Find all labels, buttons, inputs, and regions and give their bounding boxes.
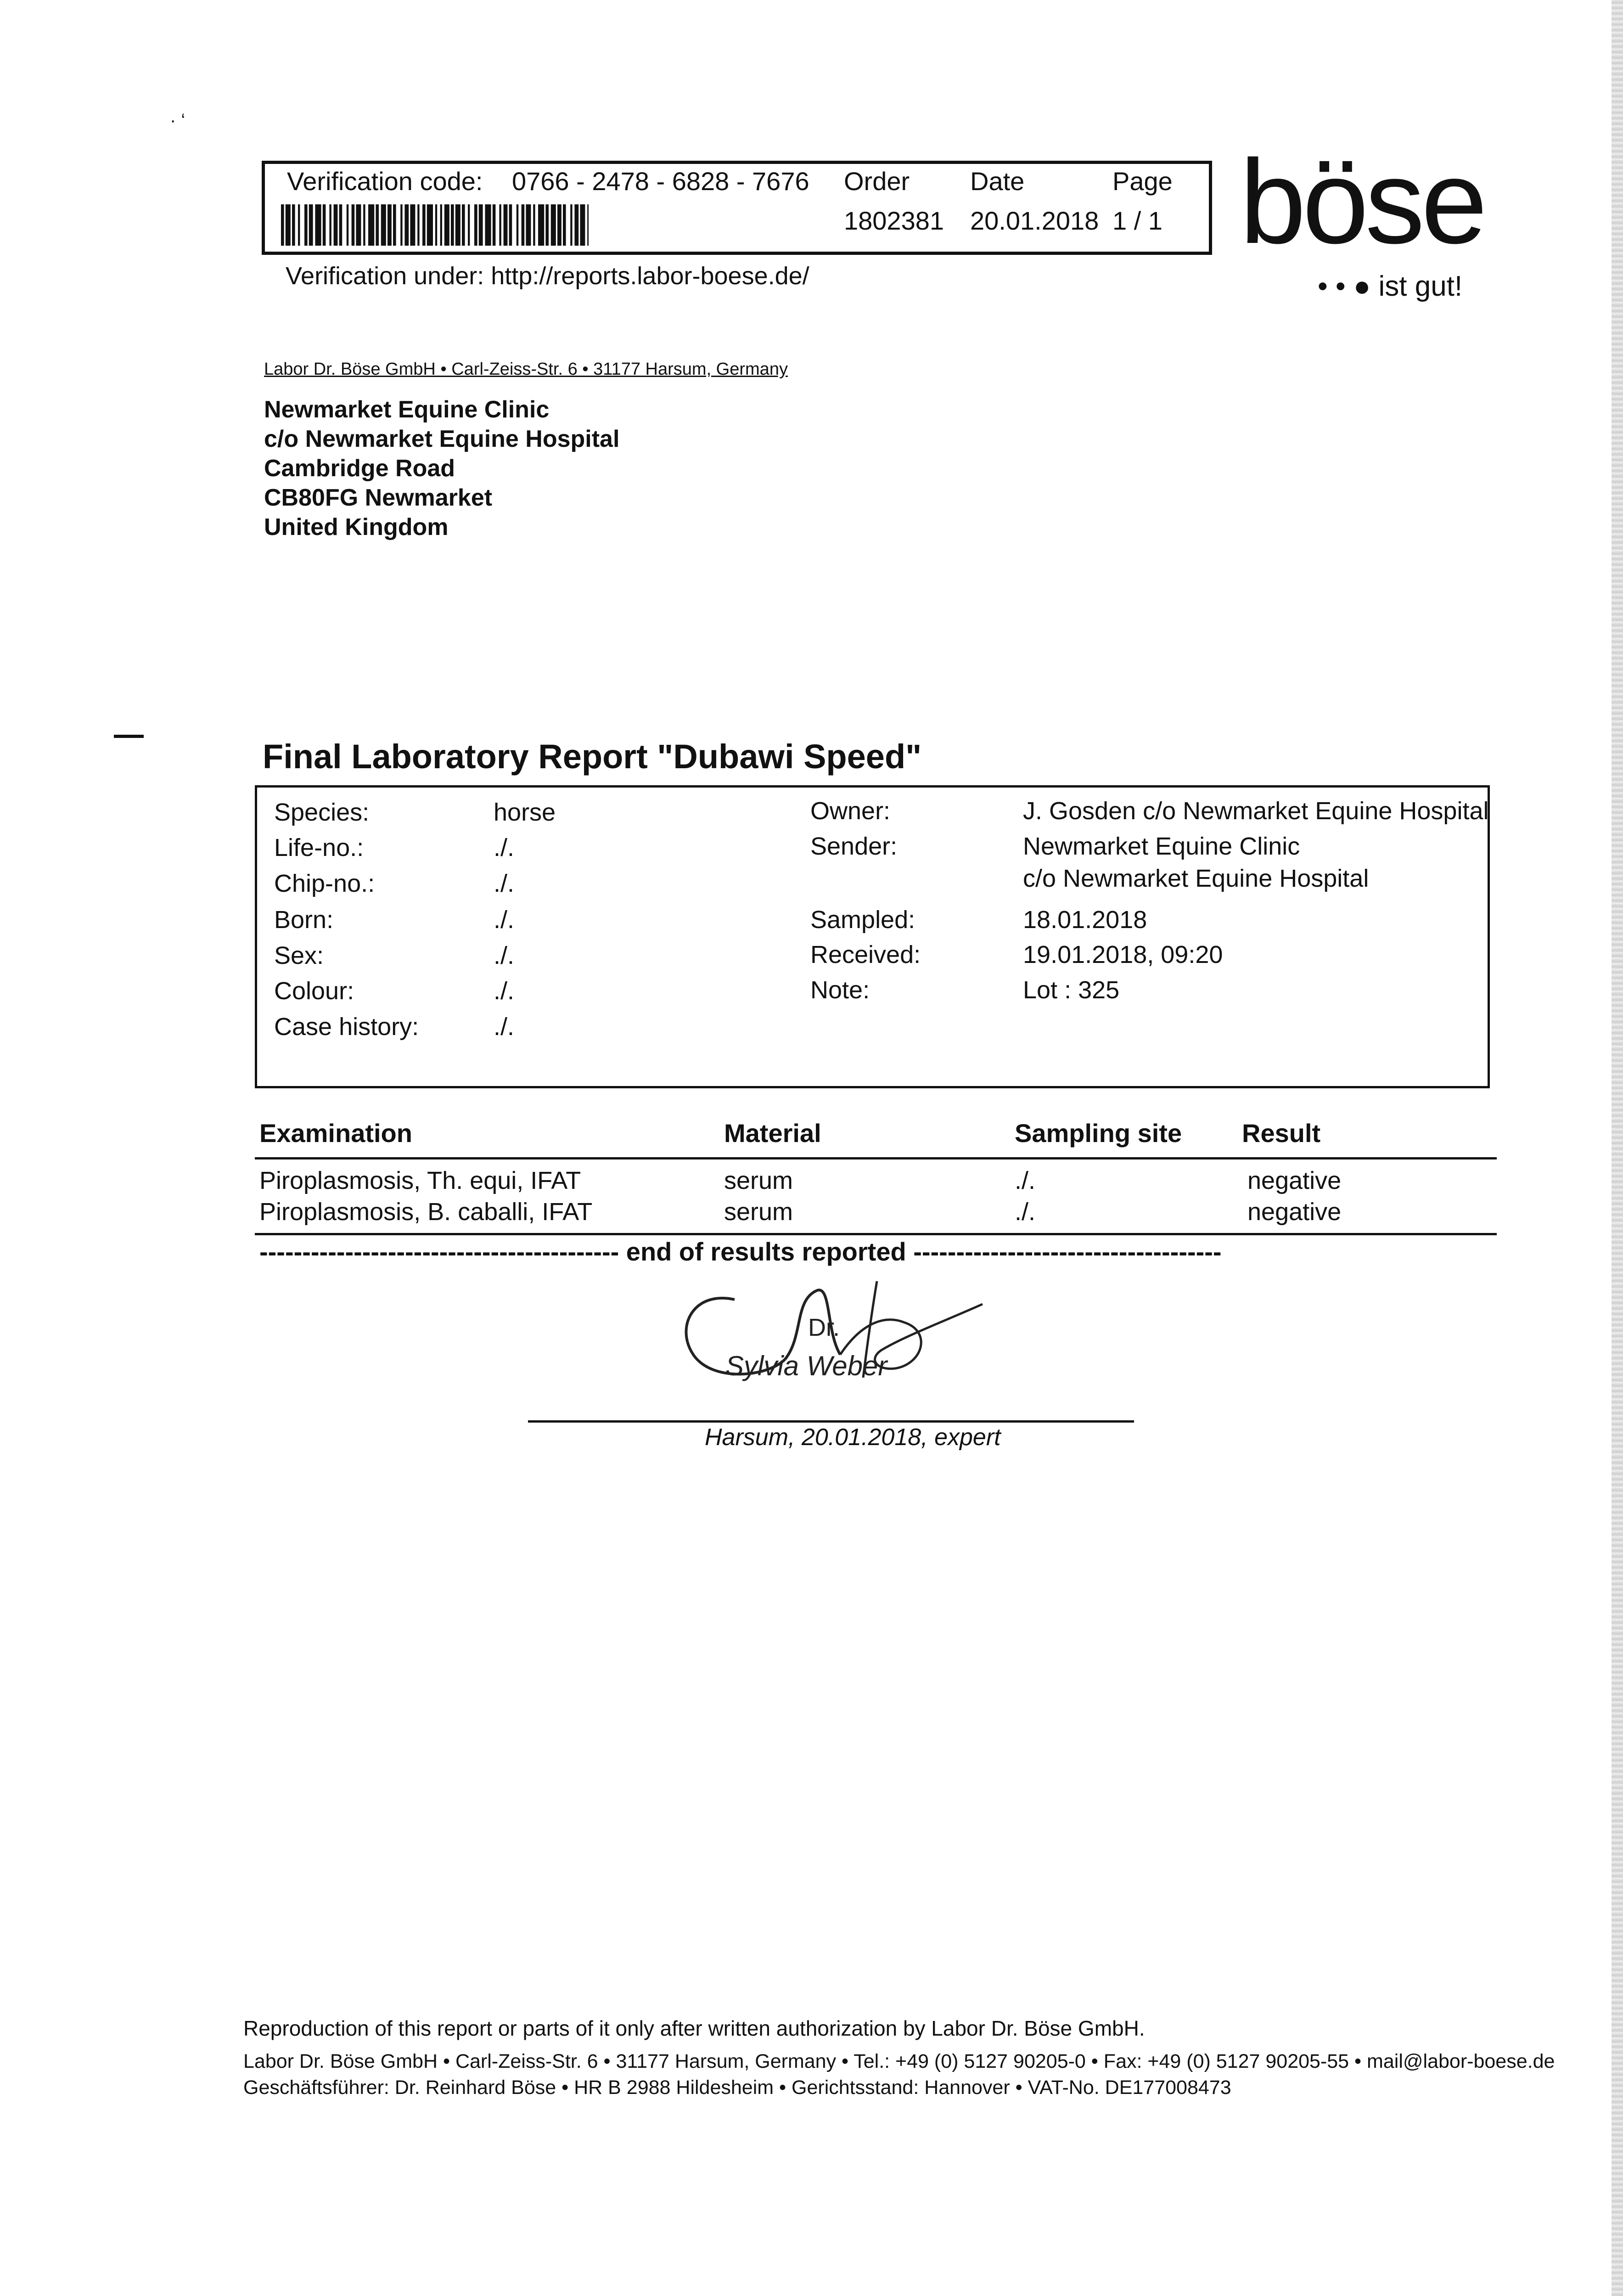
barcode bbox=[281, 204, 589, 246]
barcode-bar bbox=[563, 204, 566, 246]
recipient-line: c/o Newmarket Equine Hospital bbox=[264, 426, 620, 452]
recipient-line: CB80FG Newmarket bbox=[264, 484, 493, 511]
barcode-bar bbox=[334, 204, 338, 246]
barcode-bar bbox=[422, 204, 426, 246]
barcode-bar bbox=[444, 204, 449, 246]
barcode-bar bbox=[451, 204, 454, 246]
table-header-rule bbox=[255, 1157, 1497, 1159]
recipient-line: Newmarket Equine Clinic bbox=[264, 396, 550, 423]
page-label: Page bbox=[1112, 167, 1173, 196]
barcode-bar bbox=[352, 204, 355, 246]
col-header-examination: Examination bbox=[259, 1119, 412, 1148]
owner-value: J. Gosden c/o Newmarket Equine Hospital bbox=[1023, 797, 1489, 825]
received-label: Received: bbox=[810, 941, 921, 968]
barcode-bar bbox=[538, 204, 544, 246]
barcode-bar bbox=[570, 204, 572, 246]
barcode-bar bbox=[462, 204, 465, 246]
received-value: 19.01.2018, 09:20 bbox=[1023, 941, 1223, 968]
signer-title: Dr. bbox=[808, 1314, 840, 1341]
signer-name: Sylvia Weber bbox=[725, 1351, 887, 1381]
case-history-value: ./. bbox=[494, 1013, 515, 1041]
barcode-bar bbox=[504, 204, 508, 246]
barcode-bar bbox=[587, 204, 589, 246]
barcode-bar bbox=[309, 204, 313, 246]
barcode-bar bbox=[580, 204, 585, 246]
barcode-bar bbox=[509, 204, 512, 246]
sender-address-line: Labor Dr. Böse GmbH • Carl-Zeiss-Str. 6 • 31177 Harsum, Germany bbox=[264, 360, 788, 379]
patient-info-box bbox=[255, 785, 1490, 1088]
barcode-bar bbox=[315, 204, 321, 246]
species-value: horse bbox=[494, 799, 556, 826]
note-value: Lot : 325 bbox=[1023, 976, 1120, 1004]
barcode-bar bbox=[479, 204, 483, 246]
barcode-bar bbox=[347, 204, 348, 246]
chip-no-value: ./. bbox=[494, 870, 515, 897]
barcode-bar bbox=[517, 204, 518, 246]
barcode-bar bbox=[474, 204, 477, 246]
barcode-bar bbox=[417, 204, 419, 246]
scan-specks: · ‘ bbox=[170, 110, 185, 130]
recipient-line: United Kingdom bbox=[264, 514, 449, 540]
signature-caption: Harsum, 20.01.2018, expert bbox=[705, 1424, 1001, 1451]
barcode-bar bbox=[400, 204, 402, 246]
recipient-line: Cambridge Road bbox=[264, 455, 455, 482]
barcode-bar bbox=[485, 204, 491, 246]
born-label: Born: bbox=[274, 906, 334, 934]
sampled-value: 18.01.2018 bbox=[1023, 906, 1147, 934]
col-header-sampling-site: Sampling site bbox=[1015, 1119, 1182, 1148]
end-of-results: ------------------------------------------ end of results reported ------------------------------------ bbox=[259, 1237, 1222, 1266]
logo: böse bbox=[1240, 135, 1484, 269]
born-value: ./. bbox=[494, 906, 515, 934]
result-value: negative bbox=[1247, 1198, 1342, 1226]
barcode-bar bbox=[440, 204, 442, 246]
signature-line bbox=[528, 1420, 1134, 1423]
sender-value-line-2: c/o Newmarket Equine Hospital bbox=[1023, 865, 1369, 892]
sampled-label: Sampled: bbox=[810, 906, 915, 934]
barcode-bar bbox=[281, 204, 284, 246]
barcode-bar bbox=[455, 204, 461, 246]
barcode-bar bbox=[329, 204, 331, 246]
barcode-bar bbox=[368, 204, 374, 246]
barcode-bar bbox=[551, 204, 556, 246]
barcode-bar bbox=[323, 204, 326, 246]
barcode-bar bbox=[493, 204, 496, 246]
result-sampling-site: ./. bbox=[1015, 1198, 1036, 1226]
order-value: 1802381 bbox=[844, 206, 944, 235]
barcode-bar bbox=[387, 204, 392, 246]
date-label: Date bbox=[970, 167, 1025, 196]
barcode-bar bbox=[557, 204, 562, 246]
verification-code: 0766 - 2478 - 6828 - 7676 bbox=[512, 167, 809, 196]
date-value: 20.01.2018 bbox=[970, 206, 1099, 235]
result-sampling-site: ./. bbox=[1015, 1167, 1036, 1194]
barcode-bar bbox=[522, 204, 525, 246]
barcode-bar bbox=[526, 204, 531, 246]
table-footer-rule bbox=[255, 1233, 1497, 1235]
sex-value: ./. bbox=[494, 942, 515, 969]
barcode-bar bbox=[410, 204, 415, 246]
footer-registration: Geschäftsführer: Dr. Reinhard Böse • HR B 2988 Hildesheim • Gerichtsstand: Hannover • VAT-No. DE177008473 bbox=[243, 2077, 1231, 2099]
species-label: Species: bbox=[274, 799, 370, 826]
barcode-bar bbox=[286, 204, 291, 246]
barcode-bar bbox=[292, 204, 295, 246]
logo-tagline: • • ● ist gut! bbox=[1318, 270, 1463, 302]
report-title: Final Laboratory Report "Dubawi Speed" bbox=[263, 737, 922, 776]
scan-edge bbox=[1612, 0, 1623, 2296]
barcode-bar bbox=[376, 204, 379, 246]
barcode-bar bbox=[381, 204, 386, 246]
col-header-material: Material bbox=[724, 1119, 821, 1148]
life-no-value: ./. bbox=[494, 834, 515, 861]
owner-label: Owner: bbox=[810, 797, 891, 825]
barcode-bar bbox=[533, 204, 535, 246]
note-label: Note: bbox=[810, 976, 870, 1004]
barcode-bar bbox=[435, 204, 437, 246]
page-value: 1 / 1 bbox=[1112, 206, 1162, 235]
barcode-bar bbox=[298, 204, 300, 246]
sender-value: Newmarket Equine Clinic bbox=[1023, 833, 1300, 860]
barcode-bar bbox=[468, 204, 470, 246]
result-examination: Piroplasmosis, B. caballi, IFAT bbox=[259, 1198, 593, 1226]
barcode-bar bbox=[363, 204, 365, 246]
barcode-bar bbox=[404, 204, 409, 246]
barcode-bar bbox=[574, 204, 578, 246]
result-material: serum bbox=[724, 1198, 793, 1226]
colour-label: Colour: bbox=[274, 977, 354, 1005]
footer-reproduction-notice: Reproduction of this report or parts of it only after written authorization by Labor Dr. Böse GmbH. bbox=[243, 2016, 1145, 2040]
result-examination: Piroplasmosis, Th. equi, IFAT bbox=[259, 1167, 581, 1194]
order-label: Order bbox=[844, 167, 910, 196]
barcode-bar bbox=[393, 204, 396, 246]
sex-label: Sex: bbox=[274, 942, 324, 969]
barcode-bar bbox=[356, 204, 361, 246]
verification-url: Verification under: http://reports.labor-boese.de/ bbox=[286, 262, 809, 290]
barcode-bar bbox=[499, 204, 501, 246]
result-material: serum bbox=[724, 1167, 793, 1194]
barcode-bar bbox=[304, 204, 308, 246]
col-header-result: Result bbox=[1242, 1119, 1321, 1148]
verification-label: Verification code: bbox=[287, 167, 483, 196]
life-no-label: Life-no.: bbox=[274, 834, 364, 861]
result-value: negative bbox=[1247, 1167, 1342, 1194]
footer-contact: Labor Dr. Böse GmbH • Carl-Zeiss-Str. 6 • 31177 Harsum, Germany • Tel.: +49 (0) 5127 90205-0 • Fax: +49 (0) 5127 90205-55 • mail@labor-boese.de bbox=[243, 2050, 1555, 2072]
barcode-bar bbox=[427, 204, 433, 246]
barcode-bar bbox=[545, 204, 549, 246]
case-history-label: Case history: bbox=[274, 1013, 419, 1041]
barcode-bar bbox=[339, 204, 343, 246]
chip-no-label: Chip-no.: bbox=[274, 870, 375, 897]
colour-value: ./. bbox=[494, 977, 515, 1005]
sender-label: Sender: bbox=[810, 833, 898, 860]
punch-mark bbox=[114, 735, 144, 738]
